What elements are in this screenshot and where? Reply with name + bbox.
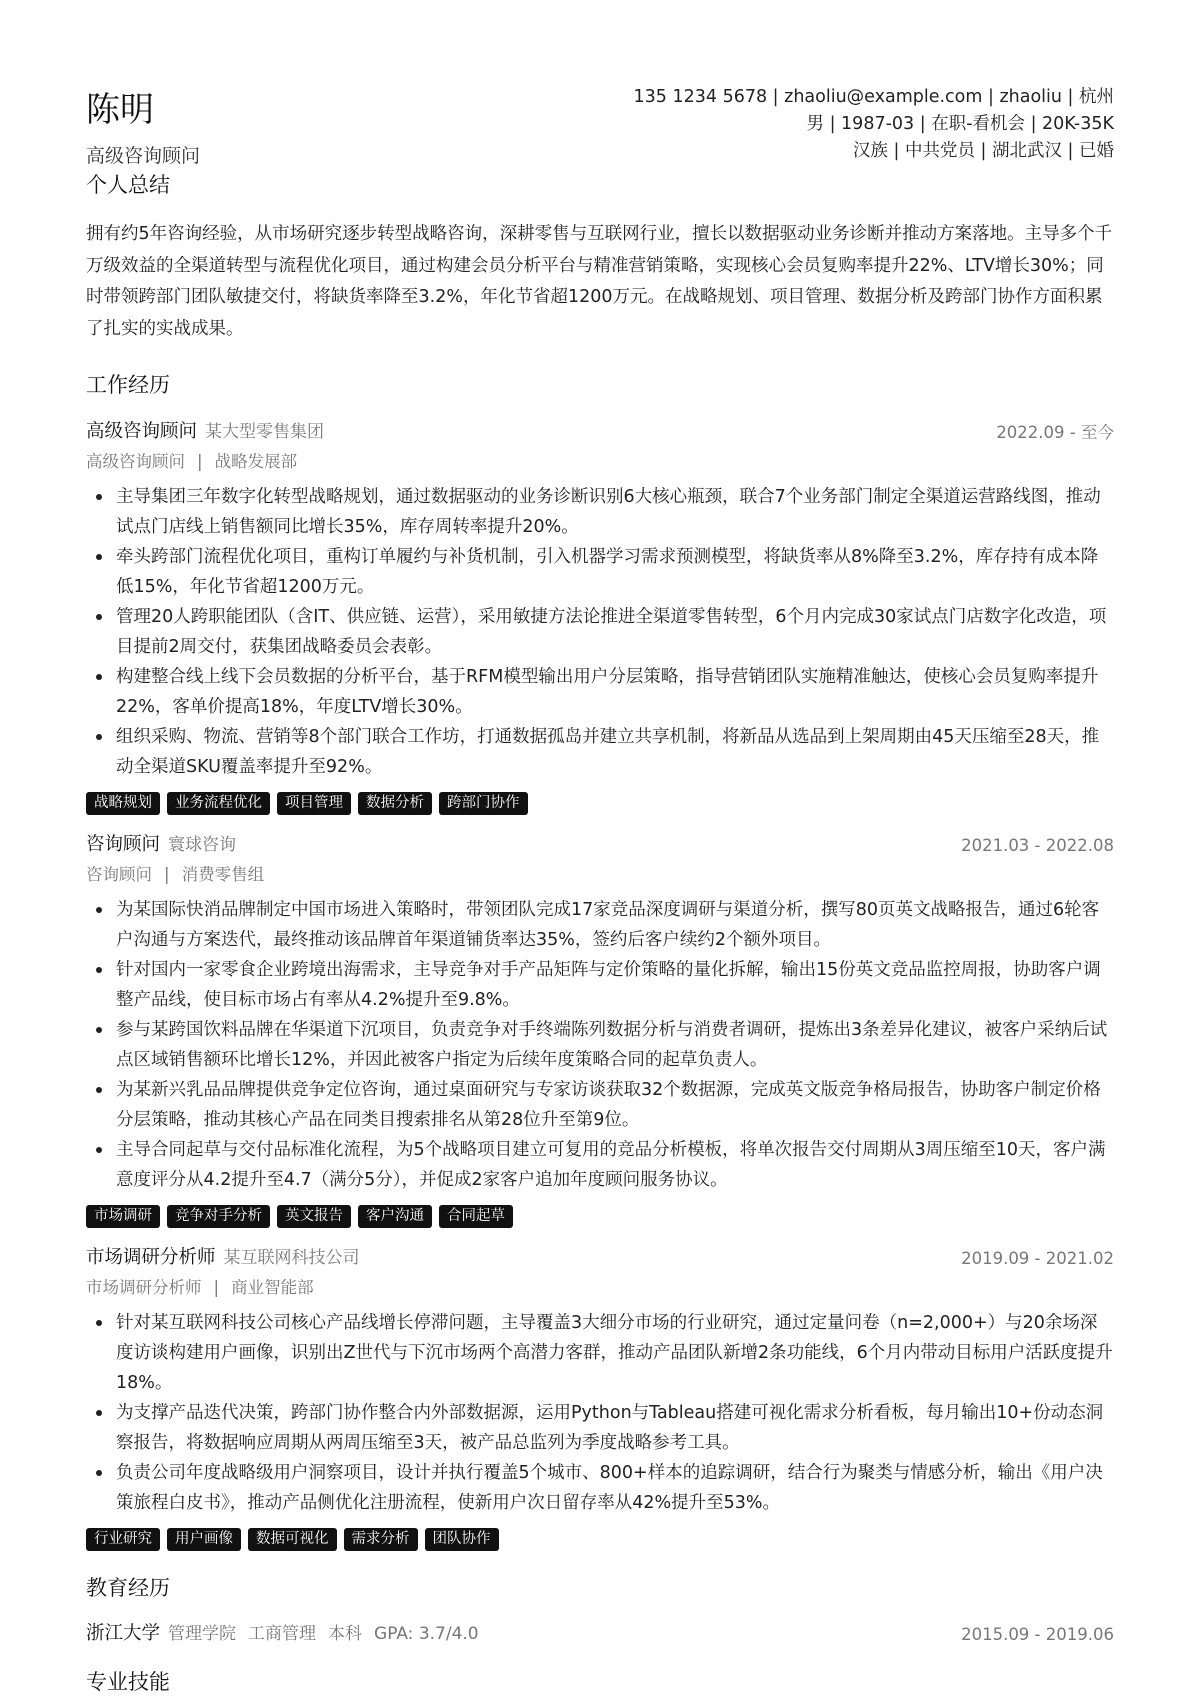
college: 管理学院 (168, 1624, 237, 1644)
skill-tags (86, 1528, 1114, 1552)
job-company: 某互联网科技公司 (223, 1248, 360, 1268)
degree: 本科 (328, 1624, 363, 1644)
work-entry (86, 831, 1114, 1229)
candidate-name: 陈明 (86, 90, 154, 130)
skill-tag: 竞争对手分析 (167, 1205, 270, 1228)
contact-line: 汉族 | 中共党员 | 湖北武汉 | 已婚 (852, 141, 1114, 161)
contact-line: 男 | 1987-03 | 在职-看机会 | 20K-35K (806, 114, 1114, 134)
job-department: 消费零售组 (181, 865, 265, 884)
job-header (86, 1244, 1114, 1274)
job-bullet: 主导集团三年数字化转型战略规划，通过数据驱动的业务诊断识别6大核心瓶颈，联合7个业务部门制定全渠道运营路线图，推动试点门店线上销售额同比增长35%，库存周转率提升20%。 (86, 482, 1114, 542)
skill-tag: 跨部门协作 (439, 792, 528, 815)
skill-tag: 项目管理 (277, 792, 351, 815)
skill-tag: 需求分析 (344, 1528, 418, 1551)
gpa: GPA: 3.7/4.0 (374, 1624, 479, 1644)
job-bullet: 针对某互联网科技公司核心产品线增长停滞问题，主导覆盖3大细分市场的行业研究，通过定量问卷（n=2,000+）与20余场深度访谈构建用户画像，识别出Z世代与下沉市场两个高潜力客群，推动产品团队新增2条功能线，6个月内带动目标用户活跃度提升18%。 (86, 1308, 1114, 1398)
education-entry (86, 1620, 1114, 1650)
section-title-skills: 专业技能 (86, 1670, 170, 1694)
skill-tag: 数据可视化 (248, 1528, 337, 1551)
job-subtitle (86, 450, 1114, 474)
job-bullet: 针对国内一家零食企业跨境出海需求，主导竞争对手产品矩阵与定价策略的量化拆解，输出15份英文竞品监控周报，协助客户调整产品线，使目标市场占有率从4.2%提升至9.8%。 (86, 955, 1114, 1015)
skill-tag: 数据分析 (358, 792, 432, 815)
job-position: 市场调研分析师 (86, 1278, 202, 1297)
job-bullet: 为某新兴乳品品牌提供竞争定位咨询，通过桌面研究与专家访谈获取32个数据源，完成英文版竞争格局报告，协助客户制定价格分层策略，推动其核心产品在同类目搜索排名从第28位升至第9位。 (86, 1075, 1114, 1135)
job-company: 某大型零售集团 (205, 422, 325, 442)
job-title: 咨询顾问 (86, 834, 161, 855)
contact-info (634, 84, 1114, 165)
job-position: 咨询顾问 (86, 865, 152, 884)
resume-header (86, 84, 1114, 174)
education-meta (168, 1624, 491, 1644)
job-bullets (86, 1308, 1114, 1518)
job-position: 高级咨询顾问 (86, 452, 185, 471)
job-bullets (86, 895, 1114, 1195)
job-bullet: 组织采购、物流、营销等8个部门联合工作坊，打通数据孤岛并建立共享机制，将新品从选品到上架周期由45天压缩至28天，推动全渠道SKU覆盖率提升至92%。 (86, 722, 1114, 782)
job-title: 高级咨询顾问 (86, 421, 198, 442)
skill-tags (86, 1205, 1114, 1229)
job-bullet: 牵头跨部门流程优化项目，重构订单履约与补货机制，引入机器学习需求预测模型，将缺货率从8%降至3.2%，库存持有成本降低15%，年化节省超1200万元。 (86, 542, 1114, 602)
skill-tag: 市场调研 (86, 1205, 160, 1228)
section-title-work: 工作经历 (86, 373, 170, 397)
job-bullet: 构建整合线上线下会员数据的分析平台，基于RFM模型输出用户分层策略，指导营销团队实施精准触达，使核心会员复购率提升22%，客单价提高18%，年度LTV增长30%。 (86, 662, 1114, 722)
job-bullet: 管理20人跨职能团队（含IT、供应链、运营），采用敏捷方法论推进全渠道零售转型，6个月内完成30家试点门店数字化改造，项目提前2周交付，获集团战略委员会表彰。 (86, 602, 1114, 662)
section-title-education: 教育经历 (86, 1576, 170, 1600)
job-bullet: 负责公司年度战略级用户洞察项目，设计并执行覆盖5个城市、800+样本的追踪调研，结合行为聚类与情感分析，输出《用户决策旅程白皮书》，推动产品侧优化注册流程，使新用户次日留存率从42%提升至53%。 (86, 1458, 1114, 1518)
job-bullet: 主导合同起草与交付品标准化流程，为5个战略项目建立可复用的竞品分析模板，将单次报告交付周期从3周压缩至10天，客户满意度评分从4.2提升至4.7（满分5分），并促成2家客户追加年度顾问服务协议。 (86, 1135, 1114, 1195)
job-bullet: 为某国际快消品牌制定中国市场进入策略时，带领团队完成17家竞品深度调研与渠道分析，撰写80页英文战略报告，通过6轮客户沟通与方案迭代，最终推动该品牌首年渠道铺货率达35%，签约后客户续约2个额外项目。 (86, 895, 1114, 955)
skill-tag: 英文报告 (277, 1205, 351, 1228)
job-department: 战略发展部 (214, 452, 298, 471)
job-title: 市场调研分析师 (86, 1247, 216, 1268)
major: 工商管理 (248, 1624, 317, 1644)
job-subtitle (86, 863, 1114, 887)
section-title-summary: 个人总结 (86, 173, 170, 197)
job-header (86, 418, 1114, 448)
separator: | (164, 865, 170, 884)
work-entry (86, 1244, 1114, 1552)
separator: | (197, 452, 203, 471)
job-date: 2021.03 - 2022.08 (961, 836, 1114, 855)
job-date: 2022.09 - 至今 (996, 423, 1114, 442)
skill-tag: 行业研究 (86, 1528, 160, 1551)
school-name: 浙江大学 (86, 1623, 161, 1644)
job-bullets (86, 482, 1114, 782)
skill-tags (86, 792, 1114, 816)
skill-tag: 合同起草 (439, 1205, 513, 1228)
education-date: 2015.09 - 2019.06 (961, 1625, 1114, 1644)
skill-tag: 业务流程优化 (167, 792, 270, 815)
job-department: 商业智能部 (231, 1278, 314, 1297)
skill-tag: 战略规划 (86, 792, 160, 815)
contact-line: 135 1234 5678 | zhaoliu@example.com | zhaoliu | 杭州 (633, 87, 1114, 107)
separator: | (213, 1278, 220, 1297)
job-subtitle (86, 1276, 1114, 1300)
job-header (86, 831, 1114, 861)
skill-tag: 用户画像 (167, 1528, 241, 1551)
candidate-role: 高级咨询顾问 (86, 145, 201, 167)
job-bullet: 参与某跨国饮料品牌在华渠道下沉项目，负责竞争对手终端陈列数据分析与消费者调研，提炼出3条差异化建议，被客户采纳后试点区域销售额环比增长12%，并因此被客户指定为后续年度策略合同的起草负责人。 (86, 1015, 1114, 1075)
resume-page (86, 0, 1114, 1697)
work-entry (86, 418, 1114, 816)
job-date: 2019.09 - 2021.02 (961, 1249, 1114, 1268)
summary-text: 拥有约5年咨询经验，从市场研究逐步转型战略咨询，深耕零售与互联网行业，擅长以数据驱动业务诊断并推动方案落地。主导多个千万级效益的全渠道转型与流程优化项目，通过构建会员分析平台与精准营销策略，实现核心会员复购率提升22%、LTV增长30%；同时带领跨部门团队敏捷交付，将缺货率降至3.2%，年化节省超1200万元。在战略规划、项目管理、数据分析及跨部门协作方面积累了扎实的实战成果。 (86, 224, 1113, 339)
job-bullet: 为支撑产品迭代决策，跨部门协作整合内外部数据源，运用Python与Tableau搭建可视化需求分析看板，每月输出10+份动态洞察报告，将数据响应周期从两周压缩至3天，被产品总监列为季度战略参考工具。 (86, 1398, 1114, 1458)
skill-tag: 客户沟通 (358, 1205, 432, 1228)
job-company: 寰球咨询 (168, 835, 237, 855)
skill-tag: 团队协作 (425, 1528, 499, 1551)
